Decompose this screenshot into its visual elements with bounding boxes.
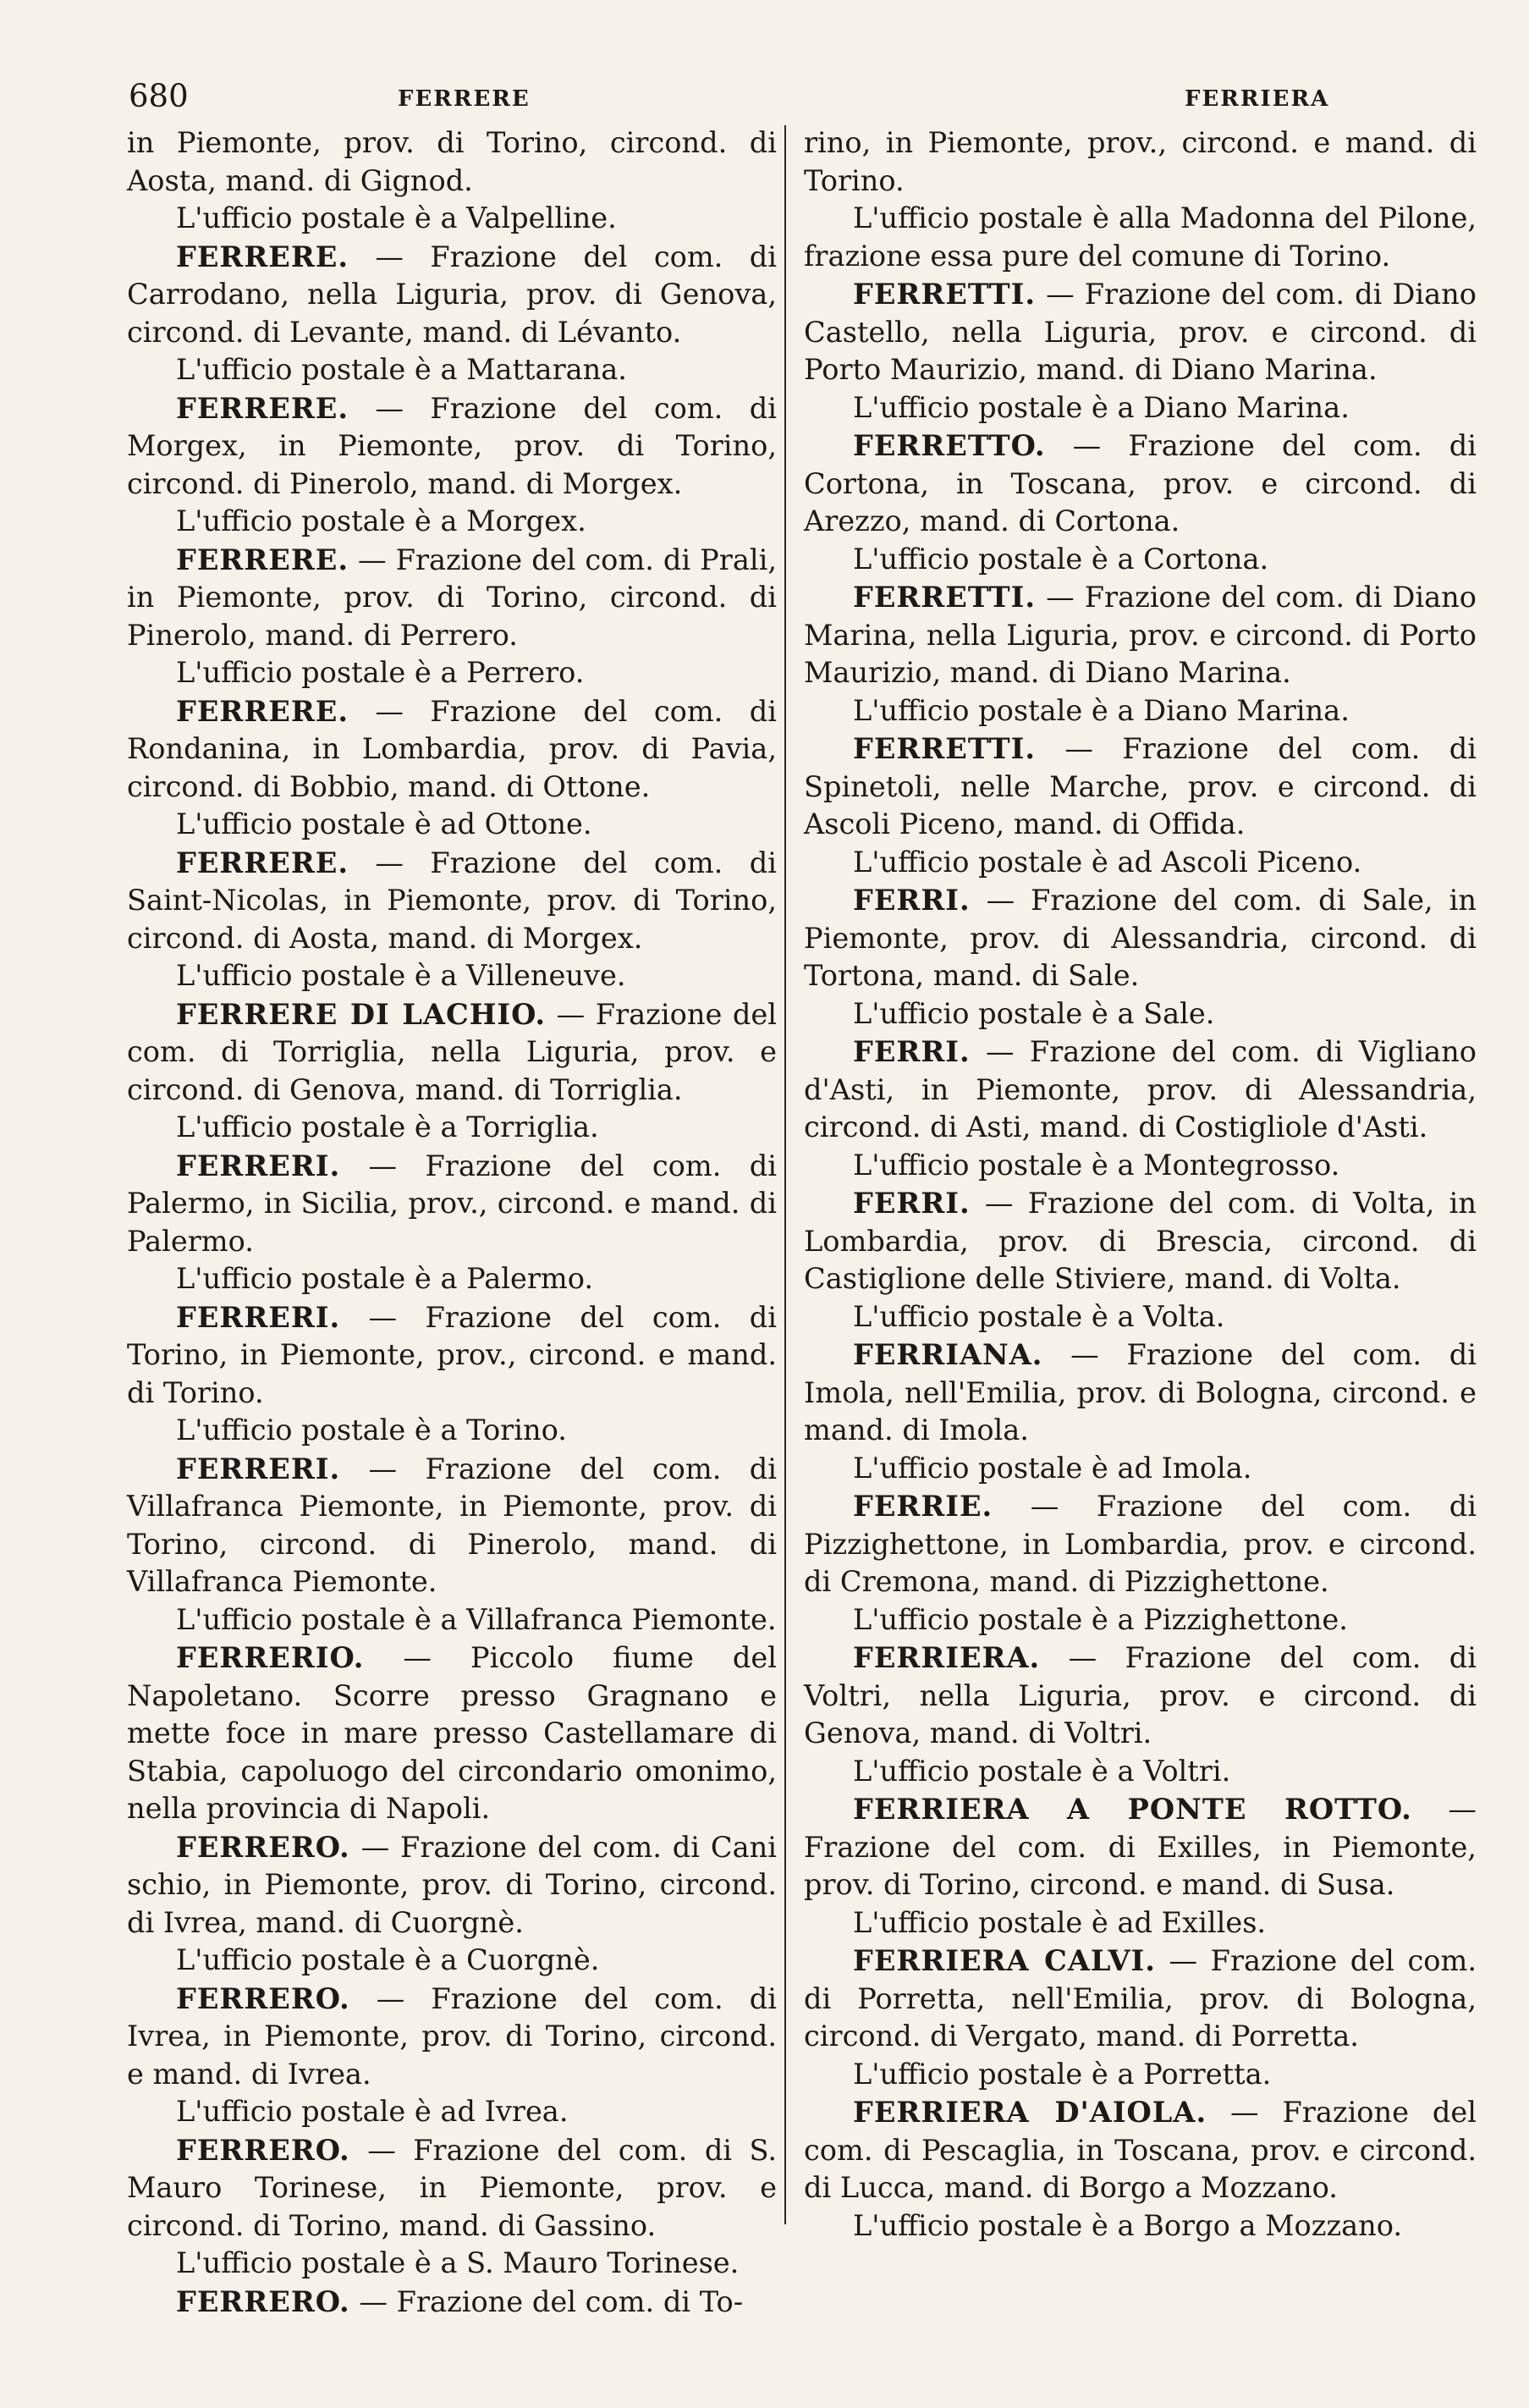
entry-body: L'ufficio postale è a Mattarana. xyxy=(176,353,627,386)
entry-body: — Frazione del com. di Voltri, nella Liguria, prov. e circond. di Genova, mand. di Voltri. xyxy=(804,1641,1477,1750)
entry-body: — Frazione del com. di Spinetoli, nelle Marche, prov. e circond. di Ascoli Piceno, mand. di Offida. xyxy=(804,732,1477,840)
entry-text xyxy=(804,1904,1477,1942)
entry-text xyxy=(127,957,777,995)
entry-text xyxy=(127,351,777,389)
dictionary-entry xyxy=(127,1639,777,1828)
entry-text xyxy=(127,806,777,844)
entry-body: — Frazione del com. di Saint-Nicolas, in Piemonte, prov. di Torino, circond. di Aosta, mand. di Morgex. xyxy=(127,846,777,955)
dictionary-entry xyxy=(127,238,777,352)
entry-text xyxy=(127,2245,777,2283)
dictionary-entry xyxy=(127,1298,777,1413)
entry-body: L'ufficio postale è a Villafranca Piemonte. xyxy=(176,1602,777,1636)
entry-text xyxy=(804,200,1477,275)
entry-body: L'ufficio postale è a Morgex. xyxy=(176,504,586,537)
dictionary-entry xyxy=(804,1942,1477,2056)
entry-headword: FERRETTI. xyxy=(853,580,1037,614)
entry-body: L'ufficio postale è a Diano Marina. xyxy=(853,390,1350,424)
entry-body: — Frazione del com. di Morgex, in Piemonte, prov. di Torino, circond. di Pinerolo, mand. di Morgex. xyxy=(127,391,777,500)
entry-text xyxy=(804,1601,1477,1639)
entry-body: L'ufficio postale è a Sale. xyxy=(853,996,1215,1030)
entry-text xyxy=(127,2093,777,2131)
entry-headword: FERRERIO. xyxy=(176,1640,365,1674)
page-number: 680 xyxy=(129,78,189,114)
entry-text xyxy=(127,200,777,238)
entry-body: L'ufficio postale è a Montegrosso. xyxy=(853,1148,1340,1182)
entry-body: — Frazione del com. di Volta, in Lombardia, prov. di Brescia, circond. di Castiglione delle Stiviere, mand. di Volta. xyxy=(804,1187,1477,1295)
entry-body: L'ufficio postale è a Pizzighettone. xyxy=(853,1602,1348,1636)
entry-body: L'ufficio postale è a Cuorgnè. xyxy=(176,1943,600,1976)
dictionary-entry xyxy=(127,1980,777,2094)
entry-headword: FERRI. xyxy=(853,1186,971,1220)
entry-body: L'ufficio postale è a Valpelline. xyxy=(176,201,617,234)
dictionary-entry xyxy=(804,578,1477,692)
entry-headword: FERRERE. xyxy=(176,239,349,273)
right-column xyxy=(804,124,1477,2245)
entry-headword: FERRI. xyxy=(853,1034,971,1068)
entry-body: — Frazione del com. di Sale, in Piemonte, prov. di Alessandria, circond. di Tortona, mand. di Sale. xyxy=(804,884,1477,992)
entry-body: — Frazione del com. di Pizzighettone, in Lombardia, prov. e circond. di Cremona, mand. di Pizzighettone. xyxy=(804,1490,1477,1598)
entry-text xyxy=(804,692,1477,730)
entry-headword: FERRERO. xyxy=(176,1829,350,1864)
entry-body: — Frazione del com. di Rondanina, in Lombardia, prov. di Pavia, circond. di Bobbio, mand. di Ottone. xyxy=(127,694,777,803)
dictionary-entry xyxy=(127,995,777,1110)
entry-text xyxy=(127,124,777,200)
dictionary-entry xyxy=(127,389,777,504)
entry-headword: FERRETTI. xyxy=(853,277,1037,311)
entry-body: — Frazione del com. di Prali, in Piemonte, prov. di Torino, circond. di Pinerolo, mand. di Perrero. xyxy=(127,543,777,652)
entry-body: L'ufficio postale è a Volta. xyxy=(853,1299,1225,1333)
entry-body: — Frazione del com. di Carrodano, nella Liguria, prov. di Genova, circond. di Levante, mand. di Lévanto. xyxy=(127,240,777,349)
entry-body: L'ufficio postale è a Torino. xyxy=(176,1413,567,1446)
entry-headword: FERRERE. xyxy=(176,693,349,728)
entry-body: — Frazione del com. di Cani schio, in Piemonte, prov. di Torino, circond. di Ivrea, mand. di Cuorgnè. xyxy=(127,1830,777,1939)
dictionary-entry xyxy=(127,2131,777,2245)
dictionary-entry xyxy=(804,275,1477,389)
dictionary-entry xyxy=(804,427,1477,541)
entry-text xyxy=(127,654,777,692)
entry-body: — Frazione del com. di Imola, nell'Emilia, prov. di Bologna, circond. e mand. di Imola. xyxy=(804,1338,1477,1446)
entry-body: L'ufficio postale è ad Imola. xyxy=(853,1451,1252,1485)
entry-headword: FERRERO. xyxy=(176,1981,350,2015)
dictionary-entry xyxy=(804,1639,1477,1753)
entry-body: L'ufficio postale è ad Exilles. xyxy=(853,1905,1267,1939)
entry-headword: FERRIANA. xyxy=(853,1337,1043,1371)
entry-text xyxy=(804,1450,1477,1488)
dictionary-entry xyxy=(127,1828,777,1942)
entry-headword: FERRIERA. xyxy=(853,1640,1041,1674)
entry-headword: FERRETTO. xyxy=(853,428,1046,462)
entry-headword: FERRERO. xyxy=(176,2284,350,2318)
dictionary-entry xyxy=(127,1450,777,1601)
entry-body: L'ufficio postale è a Porretta. xyxy=(853,2057,1272,2091)
entry-text xyxy=(804,1753,1477,1791)
entry-body: — Frazione del com. di Villafranca Piemonte, in Piemonte, prov. di Torino, circond. di Pinerolo, mand. di Villafranca Piemonte. xyxy=(127,1452,777,1598)
entry-body: L'ufficio postale è a Villeneuve. xyxy=(176,959,626,992)
entry-body: — Frazione del com. di Torino, in Piemonte, prov., circond. e mand. di Torino. xyxy=(127,1300,777,1409)
entry-text xyxy=(127,1412,777,1450)
entry-body: — Frazione del com. di Diano Marina, nella Liguria, prov. e circond. di Porto Maurizio, mand. di Diano Marina. xyxy=(804,581,1477,689)
entry-body: L'ufficio postale è a Diano Marina. xyxy=(853,693,1350,727)
entry-text xyxy=(804,1147,1477,1185)
entry-body: — Frazione del com. di S. Mauro Torinese, in Piemonte, prov. e circond. di Torino, mand. di Gassino. xyxy=(127,2133,777,2242)
entry-body: L'ufficio postale è a Palermo. xyxy=(176,1262,594,1295)
dictionary-entry xyxy=(804,1184,1477,1298)
dictionary-entry xyxy=(127,1147,777,1261)
entry-text xyxy=(127,1942,777,1980)
entry-text xyxy=(804,844,1477,882)
entry-text xyxy=(804,389,1477,427)
entry-body: — Frazione del com. di Diano Castello, nella Liguria, prov. e circond. di Porto Maurizio, mand. di Diano Marina. xyxy=(804,278,1477,386)
entry-headword: FERRERE DI LACHIO. xyxy=(176,996,547,1031)
entry-body: — Frazione del com. di Vigliano d'Asti, in Piemonte, prov. di Alessandria, circond. di Asti, mand. di Costigliole d'Asti. xyxy=(804,1035,1477,1143)
entry-body: — Frazione del com. di To- xyxy=(349,2284,744,2318)
entry-body: L'ufficio postale è ad Ascoli Piceno. xyxy=(853,845,1362,879)
entry-headword: FERRIE. xyxy=(853,1489,993,1523)
entry-text xyxy=(127,1260,777,1298)
entry-headword: FERRI. xyxy=(853,883,971,917)
entry-body: rino, in Piemonte, prov., circond. e mand. di Torino. xyxy=(804,126,1477,197)
entry-text xyxy=(804,124,1477,200)
entry-headword: FERRERI. xyxy=(176,1148,341,1182)
dictionary-entry xyxy=(804,730,1477,844)
entry-text xyxy=(127,1109,777,1147)
entry-headword: FERRERO. xyxy=(176,2132,350,2167)
dictionary-entry xyxy=(127,692,777,807)
dictionary-entry xyxy=(804,881,1477,995)
entry-body: — Frazione del com. di Exilles, in Piemonte, prov. di Torino, circond. e mand. di Susa. xyxy=(804,1793,1477,1901)
entry-body: L'ufficio postale è a S. Mauro Torinese. xyxy=(176,2246,740,2279)
entry-headword: FERRERE. xyxy=(176,542,349,576)
entry-body: L'ufficio postale è a Cortona. xyxy=(853,542,1269,576)
entry-text xyxy=(127,503,777,541)
left-column xyxy=(127,124,777,2321)
entry-headword: FERRIERA D'AIOLA. xyxy=(853,2095,1207,2129)
entry-text xyxy=(804,1298,1477,1336)
entry-headword: FERRETTI. xyxy=(853,731,1037,765)
running-head-left: FERRERE xyxy=(398,86,531,112)
entry-text xyxy=(804,995,1477,1033)
dictionary-entry xyxy=(804,1336,1477,1450)
dictionary-entry xyxy=(127,541,777,655)
entry-body: L'ufficio postale è ad Ottone. xyxy=(176,807,592,840)
running-head-right: FERRIERA xyxy=(1185,86,1330,112)
dictionary-entry xyxy=(127,2283,777,2322)
entry-body: — Frazione del com. di Porretta, nell'Emilia, prov. di Bologna, circond. di Vergato, mand. di Porretta. xyxy=(804,1944,1477,2053)
entry-headword: FERRERE. xyxy=(176,845,349,879)
entry-text xyxy=(804,2056,1477,2094)
dictionary-entry xyxy=(804,1033,1477,1147)
entry-headword: FERRERI. xyxy=(176,1299,341,1334)
entry-text xyxy=(804,2207,1477,2245)
dictionary-entry xyxy=(804,2093,1477,2207)
dictionary-entry xyxy=(804,1487,1477,1601)
dictionary-entry xyxy=(804,1790,1477,1904)
entry-body: L'ufficio postale è a Perrero. xyxy=(176,656,585,689)
entry-headword: FERRERI. xyxy=(176,1451,341,1485)
entry-body: L'ufficio postale è alla Madonna del Pilone, frazione essa pure del comune di Torino. xyxy=(804,201,1477,273)
dictionary-entry xyxy=(127,844,777,958)
entry-body: — Piccolo fiume del Napoletano. Scorre presso Gragnano e mette foce in mare presso Castellamare di Stabia, capoluogo del circondario omonimo, nella provincia di Napoli. xyxy=(127,1641,777,1825)
entry-body: L'ufficio postale è a Torriglia. xyxy=(176,1110,599,1143)
entry-body: — Frazione del com. di Cortona, in Toscana, prov. e circond. di Arezzo, mand. di Cortona. xyxy=(804,429,1477,537)
entry-body: L'ufficio postale è a Borgo a Mozzano. xyxy=(853,2208,1403,2242)
entry-text xyxy=(127,1601,777,1639)
entry-body: L'ufficio postale è ad Ivrea. xyxy=(176,2095,569,2128)
entry-headword: FERRERE. xyxy=(176,390,349,425)
entry-body: L'ufficio postale è a Voltri. xyxy=(853,1754,1231,1788)
entry-body: in Piemonte, prov. di Torino, circond. di Aosta, mand. di Gignod. xyxy=(127,126,777,197)
entry-body: — Frazione del com. di Palermo, in Sicilia, prov., circond. e mand. di Palermo. xyxy=(127,1149,777,1258)
entry-text xyxy=(804,541,1477,579)
entry-body: — Frazione del com. di Ivrea, in Piemonte, prov. di Torino, circond. e mand. di Ivrea. xyxy=(127,1981,777,2091)
column-divider xyxy=(784,125,786,2224)
entry-headword: FERRIERA A PONTE ROTTO. xyxy=(853,1792,1412,1826)
entry-body: — Frazione del com. di Pescaglia, in Toscana, prov. e circond. di Lucca, mand. di Borgo a Mozzano. xyxy=(804,2096,1477,2204)
entry-body: — Frazione del com. di Torriglia, nella Liguria, prov. e circond. di Genova, mand. di Torriglia. xyxy=(127,997,777,1106)
entry-headword: FERRIERA CALVI. xyxy=(853,1943,1156,1977)
